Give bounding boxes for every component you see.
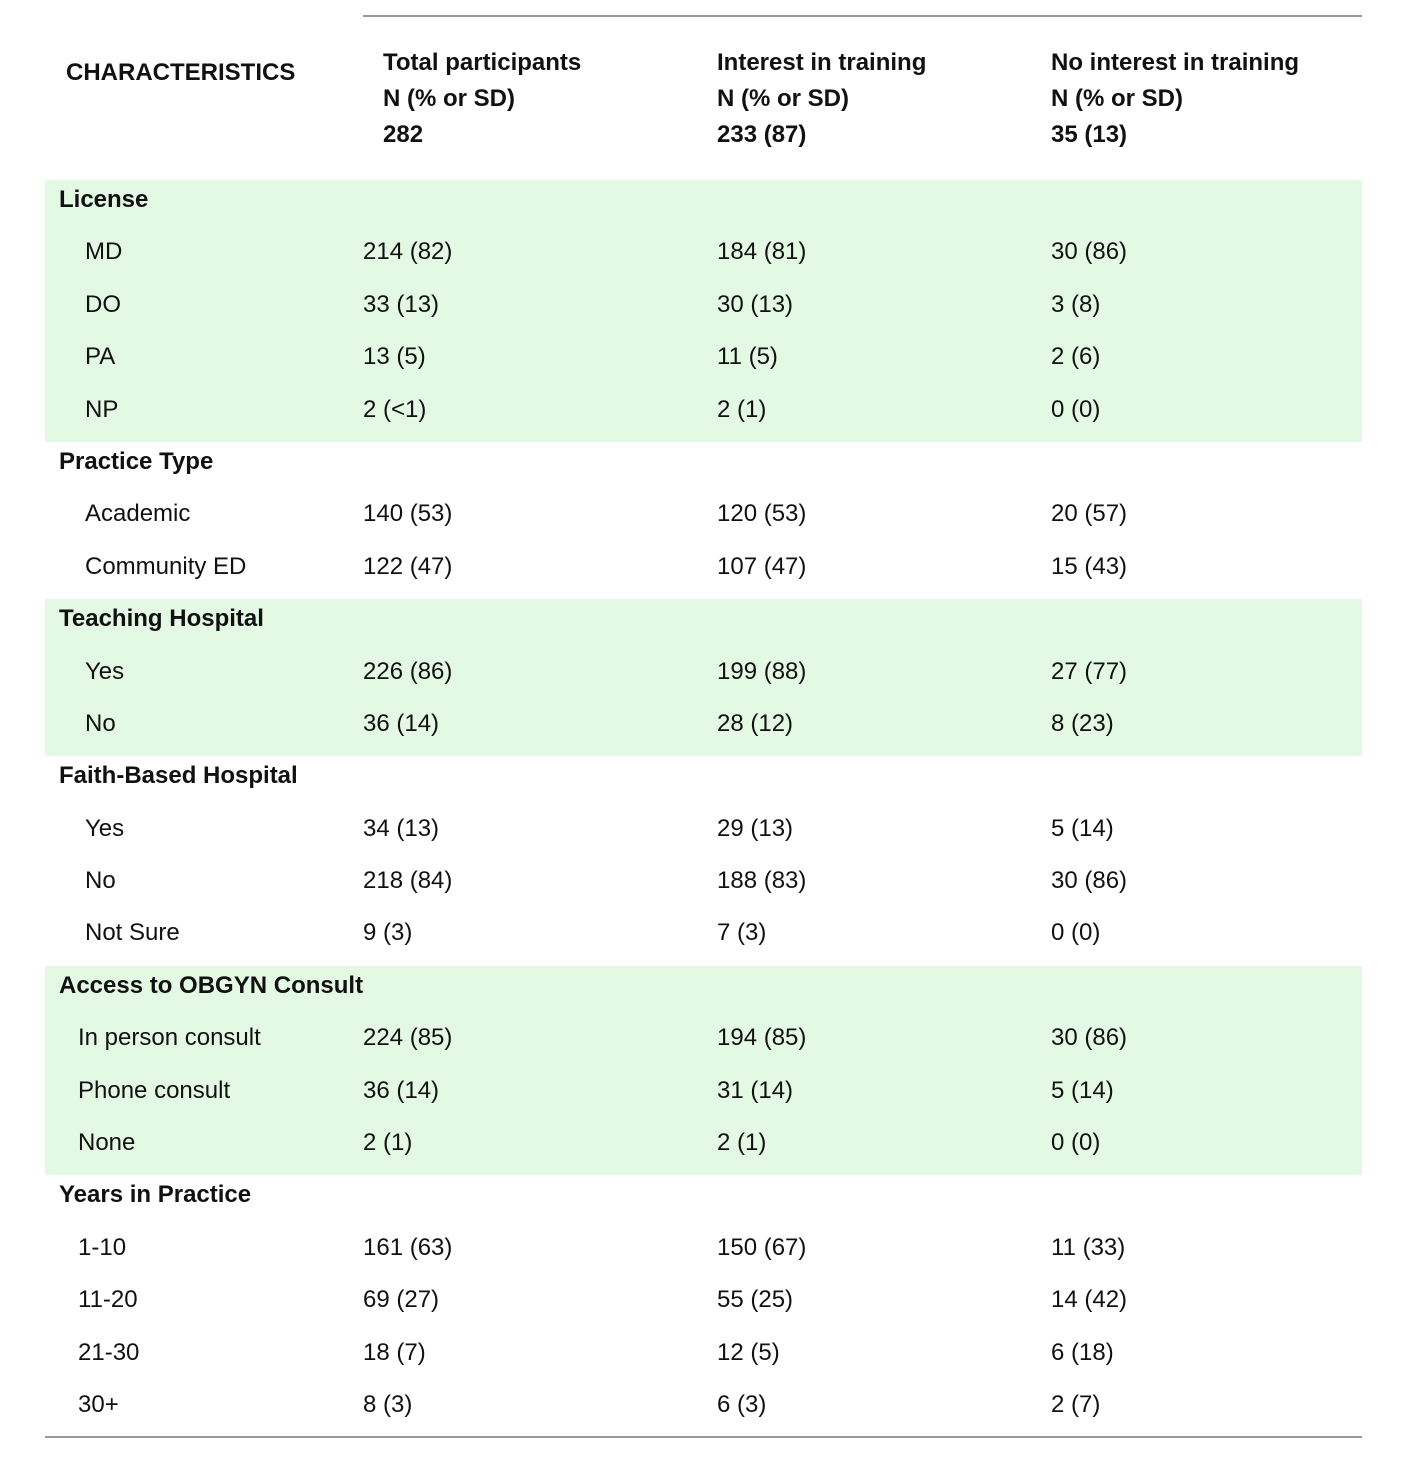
group-title-row (45, 442, 1362, 494)
header-total-participants (383, 45, 581, 153)
interest-cell: 11 (5) (717, 343, 778, 371)
interest-cell: 7 (3) (717, 919, 767, 947)
table-row (45, 390, 1362, 442)
header-total-title: Total participants (383, 49, 582, 76)
no-interest-cell: 2 (7) (1051, 1390, 1101, 1418)
no-interest-cell: 2 (6) (1051, 343, 1101, 371)
group-title: Teaching Hospital (59, 605, 264, 633)
total-cell: 36 (14) (363, 1076, 440, 1104)
row-label: PA (85, 343, 116, 371)
row-label: 11-20 (78, 1286, 138, 1314)
no-interest-cell: 30 (86) (1051, 238, 1128, 266)
row-label: NP (85, 395, 119, 423)
group-title: Practice Type (59, 447, 214, 475)
table-row (45, 704, 1362, 756)
interest-cell: 31 (14) (717, 1076, 794, 1104)
no-interest-cell: 3 (8) (1051, 290, 1101, 318)
group-title: Faith-Based Hospital (59, 762, 298, 790)
table-row (45, 232, 1362, 284)
total-cell: 18 (7) (363, 1338, 426, 1366)
table-row (45, 809, 1362, 861)
group-years-in-practice (45, 1175, 1362, 1437)
total-cell: 13 (5) (363, 343, 426, 371)
row-label: 1-10 (78, 1233, 127, 1261)
interest-cell: 107 (47) (717, 552, 807, 580)
interest-cell: 12 (5) (717, 1338, 780, 1366)
table-row (45, 337, 1362, 389)
table-row (45, 494, 1362, 546)
header-interest-count: 233 (87) (717, 121, 807, 148)
row-label: Not Sure (85, 919, 180, 947)
row-label: Community ED (85, 552, 247, 580)
characteristics-header: CHARACTERISTICS (66, 59, 296, 86)
no-interest-cell: 20 (57) (1051, 500, 1128, 528)
row-label: Yes (85, 657, 125, 685)
table-header (0, 45, 1406, 165)
group-access-to-obgyn-consult (45, 966, 1362, 1176)
top-rule (363, 15, 1362, 17)
interest-cell: 6 (3) (717, 1390, 767, 1418)
group-title-row (45, 966, 1362, 1018)
table-row (45, 1385, 1362, 1437)
interest-cell: 2 (1) (717, 395, 767, 423)
row-label: None (78, 1129, 136, 1157)
interest-cell: 55 (25) (717, 1286, 794, 1314)
total-cell: 214 (82) (363, 238, 453, 266)
total-cell: 2 (<1) (363, 395, 427, 423)
table-row (45, 1123, 1362, 1175)
interest-cell: 29 (13) (717, 814, 794, 842)
total-cell: 69 (27) (363, 1286, 440, 1314)
header-no-interest (1051, 45, 1299, 153)
interest-cell: 150 (67) (717, 1233, 807, 1261)
group-title-row (45, 599, 1362, 651)
row-label: Phone consult (78, 1076, 231, 1104)
table-row (45, 547, 1362, 599)
row-label: Yes (85, 814, 125, 842)
group-title: Access to OBGYN Consult (59, 971, 364, 999)
group-title: License (59, 186, 149, 213)
total-cell: 8 (3) (363, 1390, 413, 1418)
table-row (45, 1333, 1362, 1385)
row-label: In person consult (78, 1024, 261, 1052)
no-interest-cell: 27 (77) (1051, 657, 1128, 685)
group-title: Years in Practice (59, 1181, 252, 1209)
row-label: 21-30 (78, 1338, 140, 1366)
table-row (45, 652, 1362, 704)
table-row (45, 913, 1362, 965)
group-faith-based-hospital (45, 756, 1362, 966)
total-cell: 33 (13) (363, 290, 440, 318)
header-interest (717, 45, 926, 153)
no-interest-cell: 30 (86) (1051, 1024, 1128, 1052)
total-cell: 34 (13) (363, 814, 440, 842)
interest-cell: 194 (85) (717, 1024, 807, 1052)
total-cell: 2 (1) (363, 1129, 413, 1157)
group-title-row (45, 180, 1362, 232)
interest-cell: 188 (83) (717, 867, 807, 895)
interest-cell: 30 (13) (717, 290, 794, 318)
row-label: No (85, 867, 116, 895)
no-interest-cell: 0 (0) (1051, 395, 1101, 423)
table-row (45, 1280, 1362, 1332)
table-row (45, 861, 1362, 913)
header-no-interest-title: No interest in training (1051, 49, 1300, 76)
group-license (45, 180, 1362, 442)
total-cell: 9 (3) (363, 919, 413, 947)
no-interest-cell: 0 (0) (1051, 1129, 1101, 1157)
group-teaching-hospital (45, 599, 1362, 756)
total-cell: 224 (85) (363, 1024, 453, 1052)
group-practice-type (45, 442, 1362, 599)
total-cell: 218 (84) (363, 867, 453, 895)
row-label: 30+ (78, 1390, 119, 1418)
header-total-unit: N (% or SD) (383, 85, 515, 112)
no-interest-cell: 6 (18) (1051, 1338, 1114, 1366)
no-interest-cell: 14 (42) (1051, 1286, 1128, 1314)
header-no-interest-unit: N (% or SD) (1051, 85, 1183, 112)
interest-cell: 2 (1) (717, 1129, 767, 1157)
no-interest-cell: 8 (23) (1051, 709, 1114, 737)
header-total-count: 282 (383, 121, 424, 148)
table-row (45, 1071, 1362, 1123)
row-label: Academic (85, 500, 191, 528)
row-label: No (85, 709, 116, 737)
no-interest-cell: 0 (0) (1051, 919, 1101, 947)
header-interest-unit: N (% or SD) (717, 85, 849, 112)
table-row (45, 285, 1362, 337)
header-no-interest-count: 35 (13) (1051, 121, 1128, 148)
row-label: MD (85, 238, 123, 266)
interest-cell: 199 (88) (717, 657, 807, 685)
total-cell: 36 (14) (363, 709, 440, 737)
no-interest-cell: 11 (33) (1051, 1233, 1126, 1261)
interest-cell: 184 (81) (717, 238, 807, 266)
no-interest-cell: 30 (86) (1051, 867, 1128, 895)
row-label: DO (85, 290, 121, 318)
group-title-row (45, 1175, 1362, 1227)
interest-cell: 120 (53) (717, 500, 807, 528)
bottom-rule (45, 1436, 1362, 1438)
group-title-row (45, 756, 1362, 808)
total-cell: 161 (63) (363, 1233, 453, 1261)
table-row (45, 1018, 1362, 1070)
characteristics-table (45, 180, 1362, 1437)
table-row (45, 1228, 1362, 1280)
no-interest-cell: 5 (14) (1051, 1076, 1114, 1104)
total-cell: 122 (47) (363, 552, 453, 580)
interest-cell: 28 (12) (717, 709, 794, 737)
total-cell: 140 (53) (363, 500, 453, 528)
no-interest-cell: 5 (14) (1051, 814, 1114, 842)
header-interest-title: Interest in training (717, 49, 927, 76)
no-interest-cell: 15 (43) (1051, 552, 1128, 580)
total-cell: 226 (86) (363, 657, 453, 685)
